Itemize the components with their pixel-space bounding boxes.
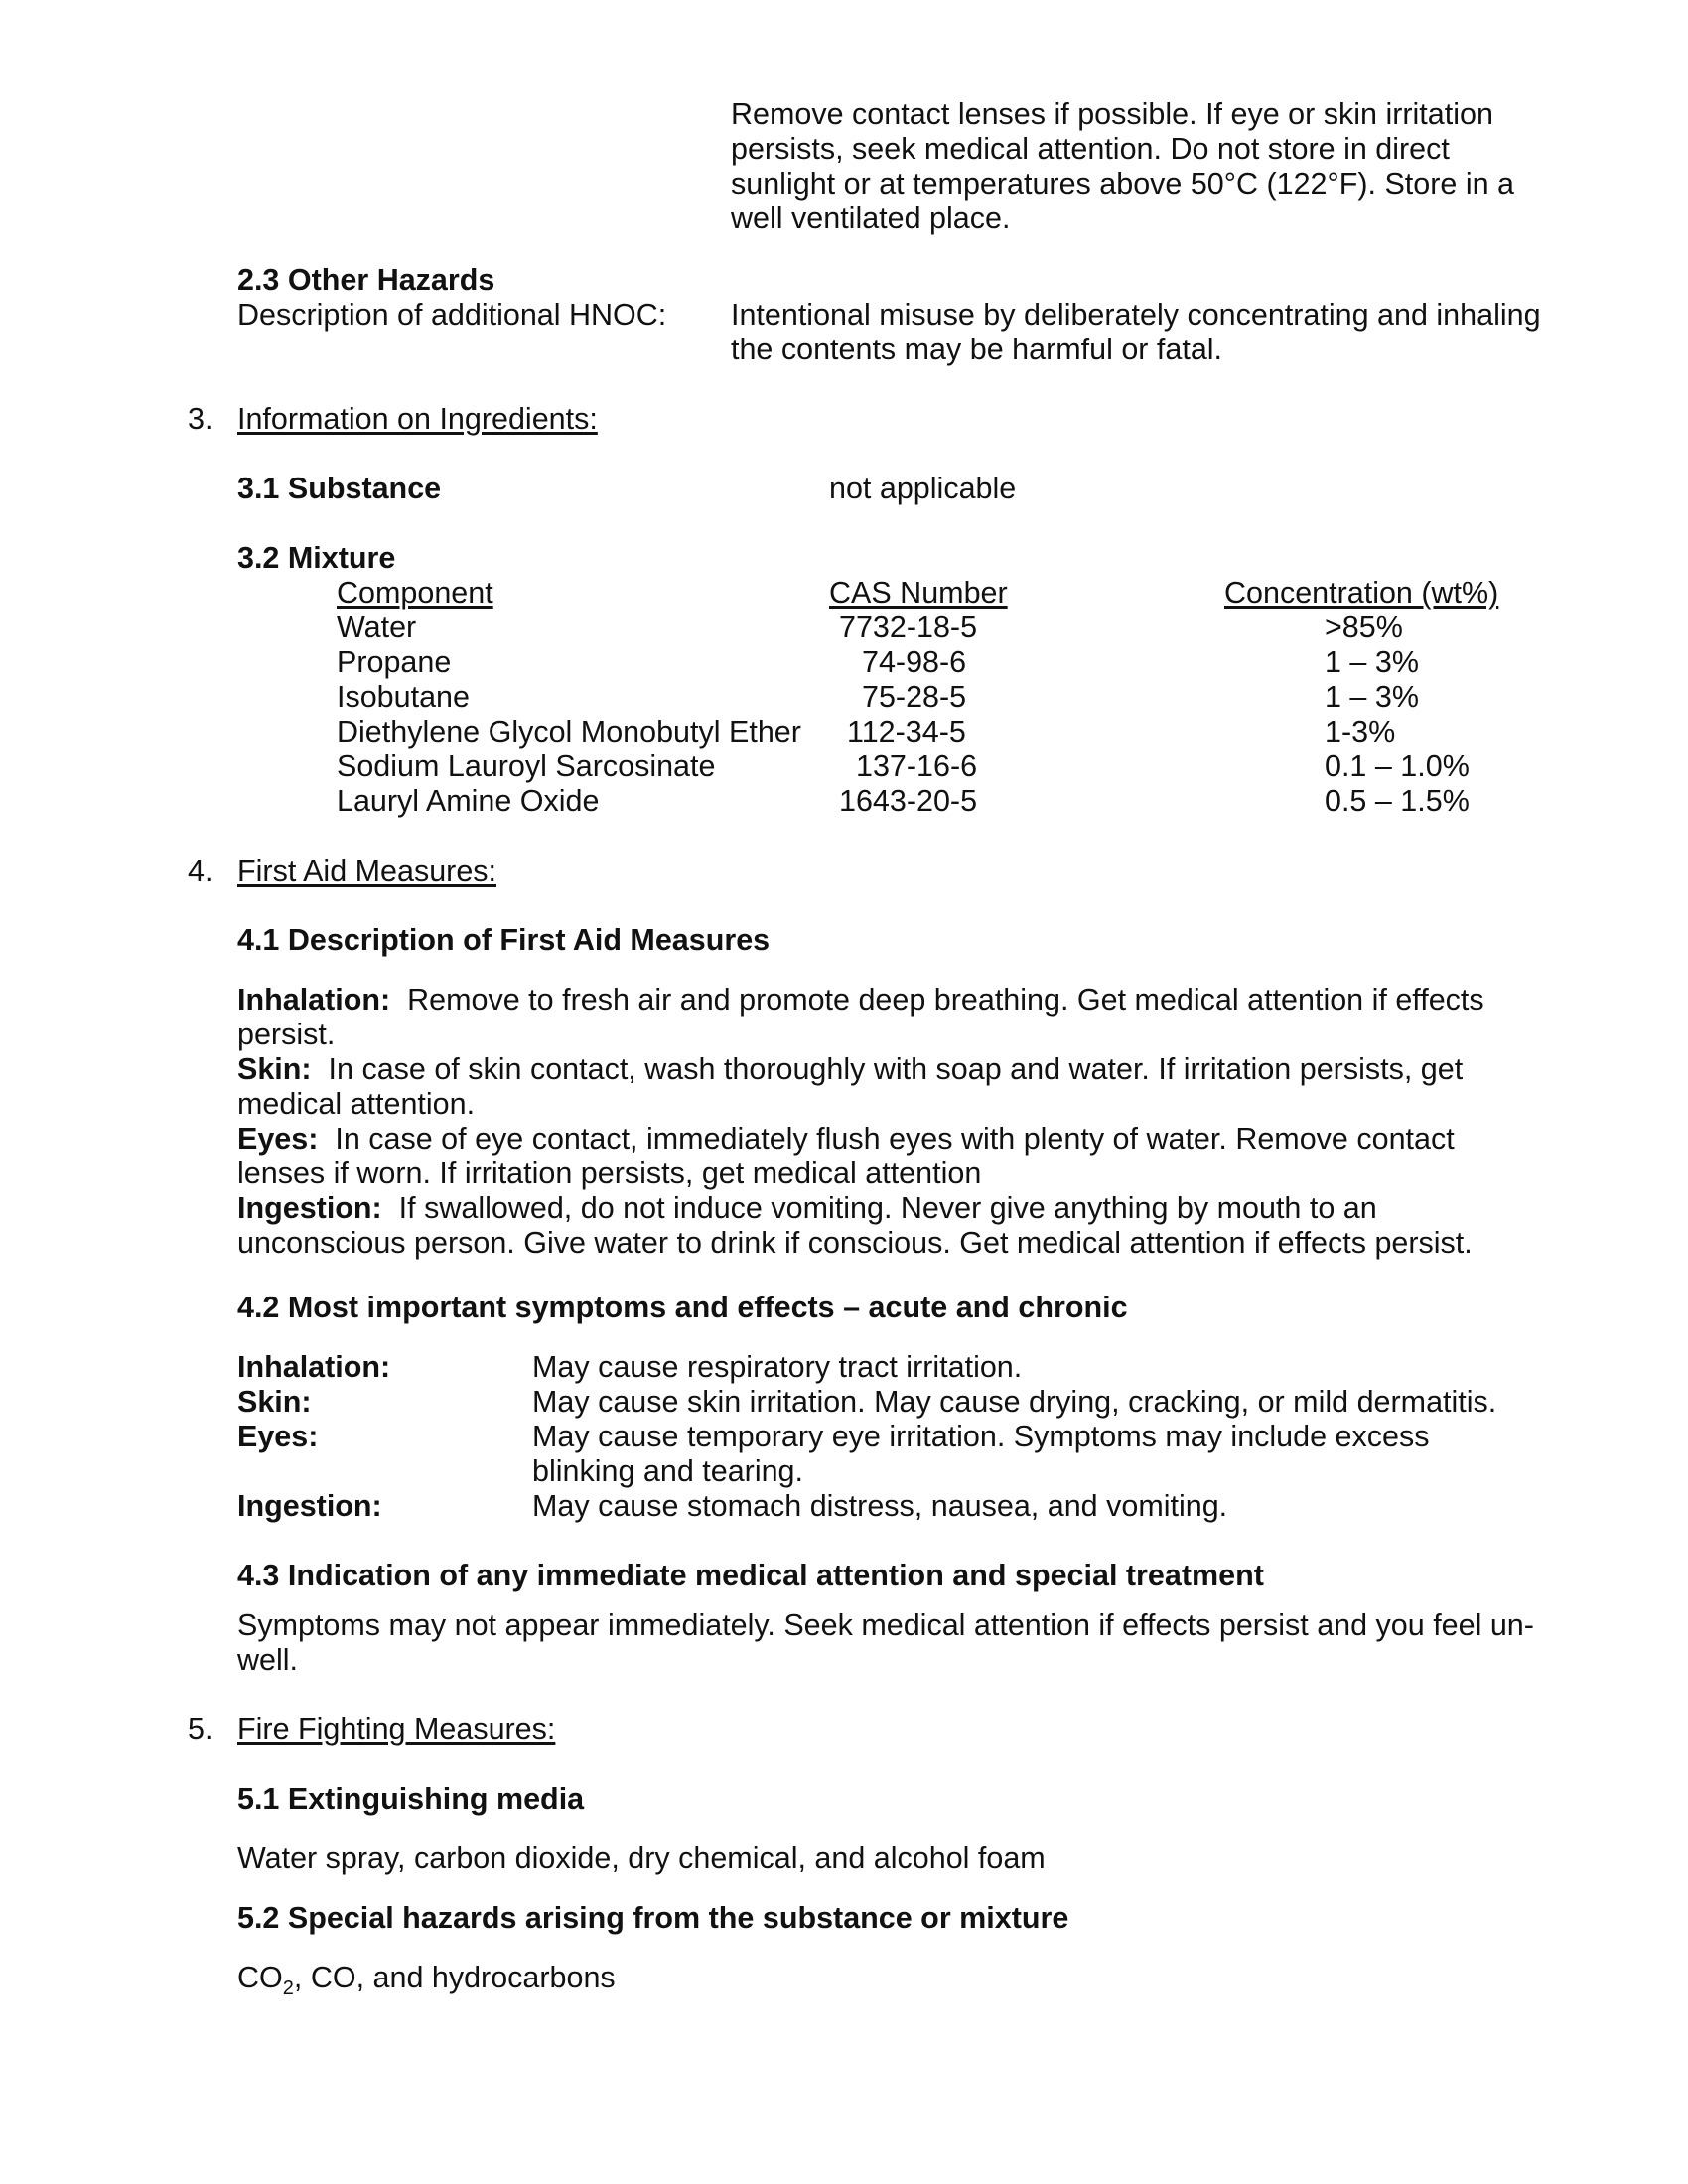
component-cell: Isobutane — [337, 680, 470, 714]
concentration-cell: >85% — [1325, 611, 1403, 644]
first-aid-label: Ingestion: — [237, 1191, 382, 1225]
first-aid-eyes — [237, 1122, 1548, 1191]
component-cell: Water — [337, 611, 417, 644]
first-aid-text: Remove to fresh air and promote deep breathing. Get medical attention if effects persist. — [237, 983, 1484, 1051]
component-cell: Propane — [337, 645, 452, 679]
heading-other-hazards: 2.3 Other Hazards — [237, 263, 495, 297]
medical-attention-text: Symptoms may not appear immediately. Seek medical attention if effects persist and you feel un-well. — [237, 1608, 1534, 1677]
special-hazards-rest: , CO, and hydrocarbons — [293, 1961, 616, 1994]
first-aid-skin — [237, 1052, 1548, 1122]
symptom-label: Eyes: — [237, 1420, 319, 1453]
symptom-text: May cause temporary eye irritation. Symptoms may include excess blinking and tearing. — [532, 1420, 1430, 1488]
cas-cell: 75-28-5 — [862, 680, 967, 714]
first-aid-text: In case of eye contact, immediately flush eyes with plenty of water. Remove contact lenses if worn. If irritation persists, get medical attention — [237, 1122, 1455, 1190]
component-cell: Sodium Lauroyl Sarcosinate — [337, 750, 716, 783]
first-aid-label: Skin: — [237, 1052, 312, 1086]
heading-special-hazards: 5.2 Special hazards arising from the substance or mixture — [237, 1901, 1069, 1935]
hnoc-label: Description of additional HNOC: — [237, 298, 667, 332]
cas-cell: 137-16-6 — [856, 750, 978, 783]
cas-cell: 74-98-6 — [862, 645, 967, 679]
extinguishing-media-text: Water spray, carbon dioxide, dry chemical, and alcohol foam — [237, 1842, 1046, 1875]
hnoc-text: Intentional misuse by deliberately concentrating and inhaling the contents may be harmful or fatal. — [731, 298, 1541, 366]
heading-extinguishing-media: 5.1 Extinguishing media — [237, 1782, 585, 1816]
component-cell: Diethylene Glycol Monobutyl Ether — [337, 715, 801, 749]
concentration-cell: 1 – 3% — [1325, 645, 1419, 679]
co2-subscript: 2 — [282, 1978, 294, 2000]
first-aid-text: In case of skin contact, wash thoroughly with soap and water. If irritation persists, get medical attention. — [237, 1052, 1464, 1121]
col-header-cas: CAS Number — [829, 576, 1008, 610]
substance-value: not applicable — [829, 472, 1017, 505]
concentration-cell: 0.1 – 1.0% — [1325, 750, 1470, 783]
first-aid-label: Inhalation: — [237, 983, 391, 1017]
concentration-cell: 1-3% — [1325, 715, 1396, 749]
concentration-cell: 0.5 – 1.5% — [1325, 784, 1470, 818]
section-4-number: 4. — [188, 854, 213, 887]
col-header-concentration: Concentration (wt%) — [1224, 576, 1499, 610]
first-aid-text: If swallowed, do not induce vomiting. Never give anything by mouth to an unconscious person. Give water to drink if conscious. Get medical attention if effects persist. — [237, 1191, 1473, 1260]
storage-precautions-text: Remove contact lenses if possible. If eye or skin irritation persists, seek medical attention. Do not store in direct sunlight or at temperatures above 50°C (122°F). Store in a well ventilated place. — [731, 97, 1514, 235]
section-3-number: 3. — [188, 402, 213, 436]
co2-formula: CO — [237, 1961, 283, 1994]
special-hazards-text — [237, 1961, 616, 2000]
heading-first-aid-description: 4.1 Description of First Aid Measures — [237, 923, 771, 957]
cas-cell: 112-34-5 — [847, 715, 966, 749]
symptom-text: May cause stomach distress, nausea, and vomiting. — [532, 1489, 1228, 1523]
section-4-title: First Aid Measures: — [237, 854, 497, 887]
symptom-label: Inhalation: — [237, 1350, 391, 1384]
heading-mixture: 3.2 Mixture — [237, 541, 396, 575]
concentration-cell: 1 – 3% — [1325, 680, 1419, 714]
section-5-number: 5. — [188, 1712, 213, 1746]
heading-substance: 3.1 Substance — [237, 472, 442, 505]
heading-medical-attention: 4.3 Indication of any immediate medical attention and special treatment — [237, 1559, 1264, 1592]
cas-cell: 1643-20-5 — [839, 784, 978, 818]
symptom-label: Ingestion: — [237, 1489, 382, 1523]
symptom-label: Skin: — [237, 1385, 312, 1419]
section-5-title: Fire Fighting Measures: — [237, 1712, 556, 1746]
col-header-component: Component — [337, 576, 493, 610]
symptom-text: May cause skin irritation. May cause drying, cracking, or mild dermatitis. — [532, 1385, 1497, 1419]
first-aid-measures — [237, 983, 1548, 1261]
section-3-title: Information on Ingredients: — [237, 402, 598, 436]
first-aid-label: Eyes: — [237, 1122, 319, 1156]
first-aid-ingestion — [237, 1191, 1548, 1261]
cas-cell: 7732-18-5 — [839, 611, 978, 644]
symptom-text: May cause respiratory tract irritation. — [532, 1350, 1023, 1384]
component-cell: Lauryl Amine Oxide — [337, 784, 600, 818]
first-aid-inhalation — [237, 983, 1548, 1052]
heading-symptoms: 4.2 Most important symptoms and effects – acute and chronic — [237, 1291, 1128, 1324]
